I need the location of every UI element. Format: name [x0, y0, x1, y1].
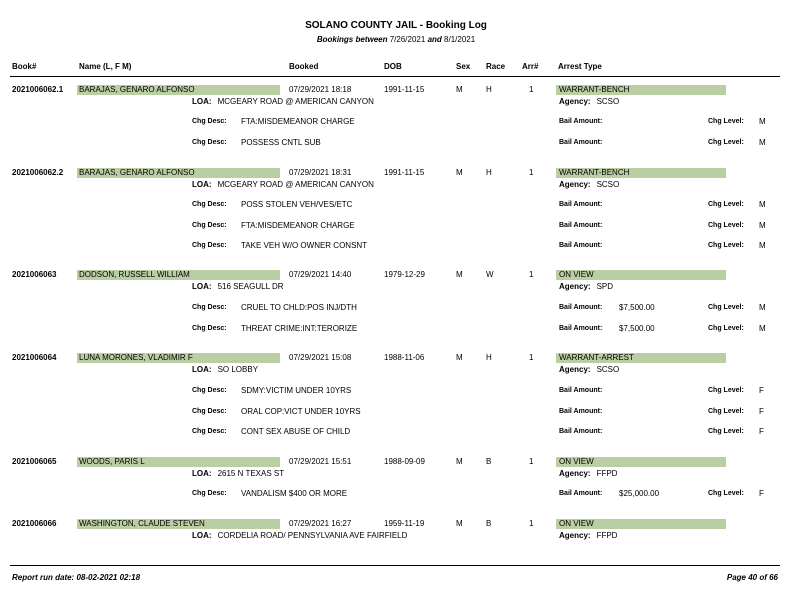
charge-level: M: [759, 117, 766, 126]
arrest-type: ON VIEW: [559, 457, 594, 466]
agency-value: SCSO: [596, 97, 620, 106]
report-title: SOLANO COUNTY JAIL - Booking Log: [305, 20, 487, 31]
bail-amount-label: Bail Amount:: [559, 428, 603, 435]
bail-amount: $7,500.00: [619, 303, 655, 312]
charge-level: F: [759, 386, 764, 395]
booked-datetime: 07/29/2021 15:08: [289, 353, 352, 362]
header-rule: [10, 76, 780, 77]
arrest-type: WARRANT-BENCH: [559, 85, 630, 94]
bail-amount-label: Bail Amount:: [559, 304, 603, 311]
location-of-arrest: [192, 469, 284, 478]
loa-label: LOA:: [192, 531, 212, 540]
agency-value: SPD: [596, 282, 614, 291]
charge-level: M: [759, 200, 766, 209]
chg-desc-label: Chg Desc:: [192, 304, 227, 311]
subtitle-prefix: Bookings between: [316, 35, 388, 44]
inmate-name: LUNA MORONES, VLADIMIR F: [79, 353, 193, 362]
charge-description: POSSESS CNTL SUB: [241, 138, 321, 147]
chg-level-label: Chg Level:: [708, 139, 744, 146]
charge-level: F: [759, 407, 764, 416]
chg-desc-label: Chg Desc:: [192, 387, 227, 394]
col-header-booked: Booked: [289, 62, 319, 71]
bail-amount-label: Bail Amount:: [559, 387, 603, 394]
arrest-number: 1: [529, 457, 534, 466]
charge-description: VANDALISM $400 OR MORE: [241, 489, 348, 498]
agency-label: Agency:: [559, 97, 591, 106]
chg-level-label: Chg Level:: [708, 304, 744, 311]
chg-level-label: Chg Level:: [708, 201, 744, 208]
footer-rule: [10, 565, 780, 566]
agency: [559, 180, 619, 189]
booked-datetime: 07/29/2021 18:18: [289, 85, 352, 94]
col-header-sex: Sex: [456, 62, 471, 71]
agency-value: SCSO: [596, 365, 620, 374]
charge-description: CONT SEX ABUSE OF CHILD: [241, 427, 351, 436]
location-of-arrest: [192, 365, 258, 374]
chg-desc-label: Chg Desc:: [192, 201, 227, 208]
loa-value: MCGEARY ROAD @ AMERICAN CANYON: [217, 180, 374, 189]
arrest-type: ON VIEW: [559, 270, 594, 279]
col-header-dob: DOB: [384, 62, 402, 71]
agency: [559, 531, 617, 540]
booked-datetime: 07/29/2021 18:31: [289, 168, 352, 177]
book-number: 2021006064: [12, 353, 57, 362]
charge-description: SDMY:VICTIM UNDER 10YRS: [241, 386, 352, 395]
arrest-number: 1: [529, 519, 534, 528]
booked-datetime: 07/29/2021 15:51: [289, 457, 352, 466]
charge-level: M: [759, 324, 766, 333]
loa-label: LOA:: [192, 282, 212, 291]
chg-desc-label: Chg Desc:: [192, 325, 227, 332]
loa-value: SO LOBBY: [217, 365, 259, 374]
bail-amount-label: Bail Amount:: [559, 325, 603, 332]
chg-desc-label: Chg Desc:: [192, 139, 227, 146]
inmate-name: BARAJAS, GENARO ALFONSO: [79, 168, 195, 177]
agency-value: SCSO: [596, 180, 620, 189]
chg-desc-label: Chg Desc:: [192, 118, 227, 125]
chg-level-label: Chg Level:: [708, 242, 744, 249]
arrest-type: WARRANT-BENCH: [559, 168, 630, 177]
chg-desc-label: Chg Desc:: [192, 222, 227, 229]
race-value: H: [486, 85, 492, 94]
arrest-number: 1: [529, 168, 534, 177]
chg-level-label: Chg Level:: [708, 222, 744, 229]
chg-level-label: Chg Level:: [708, 325, 744, 332]
page-number: Page 40 of 66: [726, 573, 778, 582]
race-value: B: [486, 457, 492, 466]
location-of-arrest: [192, 180, 374, 189]
charge-level: M: [759, 241, 766, 250]
date-of-birth: 1991-11-15: [384, 85, 425, 94]
chg-desc-label: Chg Desc:: [192, 242, 227, 249]
loa-label: LOA:: [192, 365, 212, 374]
charge-level: M: [759, 221, 766, 230]
charge-description: THREAT CRIME:INT:TERORIZE: [241, 324, 358, 333]
agency: [559, 469, 617, 478]
date-of-birth: 1988-09-09: [384, 457, 425, 466]
arrest-type: WARRANT-ARREST: [559, 353, 634, 362]
agency-value: FFPD: [596, 531, 618, 540]
chg-level-label: Chg Level:: [708, 118, 744, 125]
chg-level-label: Chg Level:: [708, 490, 744, 497]
date-of-birth: 1991-11-15: [384, 168, 425, 177]
bail-amount-label: Bail Amount:: [559, 201, 603, 208]
col-header-name: Name (L, F M): [79, 62, 132, 71]
inmate-name: BARAJAS, GENARO ALFONSO: [79, 85, 195, 94]
sex-value: M: [456, 270, 463, 279]
agency: [559, 365, 619, 374]
sex-value: M: [456, 519, 463, 528]
agency-label: Agency:: [559, 282, 591, 291]
loa-value: CORDELIA ROAD/ PENNSYLVANIA AVE FAIRFIELD: [217, 531, 408, 540]
charge-description: TAKE VEH W/O OWNER CONSNT: [241, 241, 368, 250]
book-number: 2021006062.1: [12, 85, 64, 94]
charge-description: FTA:MISDEMEANOR CHARGE: [241, 117, 355, 126]
charge-level: M: [759, 138, 766, 147]
charge-level: F: [759, 489, 764, 498]
booked-datetime: 07/29/2021 14:40: [289, 270, 352, 279]
arrest-type: ON VIEW: [559, 519, 594, 528]
bail-amount: $25,000.00: [619, 489, 660, 498]
bail-amount: $7,500.00: [619, 324, 655, 333]
agency-label: Agency:: [559, 469, 591, 478]
agency-label: Agency:: [559, 180, 591, 189]
chg-desc-label: Chg Desc:: [192, 428, 227, 435]
agency-label: Agency:: [559, 531, 591, 540]
charge-description: FTA:MISDEMEANOR CHARGE: [241, 221, 355, 230]
col-header-race: Race: [486, 62, 506, 71]
location-of-arrest: [192, 97, 374, 106]
loa-value: 2615 N TEXAS ST: [217, 469, 285, 478]
loa-label: LOA:: [192, 97, 212, 106]
sex-value: M: [456, 457, 463, 466]
bail-amount-label: Bail Amount:: [559, 139, 603, 146]
sex-value: M: [456, 85, 463, 94]
inmate-name: DODSON, RUSSELL WILLIAM: [79, 270, 190, 279]
race-value: B: [486, 519, 492, 528]
arrest-number: 1: [529, 85, 534, 94]
book-number: 2021006063: [12, 270, 57, 279]
date-of-birth: 1959-11-19: [384, 519, 425, 528]
bail-amount-label: Bail Amount:: [559, 242, 603, 249]
book-number: 2021006062.2: [12, 168, 64, 177]
chg-desc-label: Chg Desc:: [192, 408, 227, 415]
end-date: 8/1/2021: [444, 35, 476, 44]
chg-desc-label: Chg Desc:: [192, 490, 227, 497]
loa-value: 516 SEAGULL DR: [217, 282, 284, 291]
book-number: 2021006065: [12, 457, 57, 466]
date-of-birth: 1979-12-29: [384, 270, 425, 279]
loa-value: MCGEARY ROAD @ AMERICAN CANYON: [217, 97, 374, 106]
loa-label: LOA:: [192, 180, 212, 189]
inmate-name: WASHINGTON, CLAUDE STEVEN: [79, 519, 205, 528]
bail-amount-label: Bail Amount:: [559, 490, 603, 497]
charge-level: M: [759, 303, 766, 312]
race-value: W: [486, 270, 494, 279]
location-of-arrest: [192, 282, 284, 291]
agency-label: Agency:: [559, 365, 591, 374]
arrest-number: 1: [529, 270, 534, 279]
inmate-name: WOODS, PARIS L: [79, 457, 145, 466]
charge-level: F: [759, 427, 764, 436]
sex-value: M: [456, 168, 463, 177]
bail-amount-label: Bail Amount:: [559, 408, 603, 415]
col-header-arrest-type: Arrest Type: [558, 62, 602, 71]
report-run-date: Report run date: 08-02-2021 02:18: [12, 573, 141, 582]
charge-description: ORAL COP:VICT UNDER 10YRS: [241, 407, 361, 416]
loa-label: LOA:: [192, 469, 212, 478]
agency: [559, 282, 613, 291]
arrest-number: 1: [529, 353, 534, 362]
book-number: 2021006066: [12, 519, 57, 528]
charge-description: POSS STOLEN VEH/VES/ETC: [241, 200, 353, 209]
bail-amount-label: Bail Amount:: [559, 118, 603, 125]
booked-datetime: 07/29/2021 16:27: [289, 519, 352, 528]
bail-amount-label: Bail Amount:: [559, 222, 603, 229]
col-header-arr: Arr#: [522, 62, 539, 71]
charge-description: CRUEL TO CHLD:POS INJ/DTH: [241, 303, 357, 312]
race-value: H: [486, 168, 492, 177]
sex-value: M: [456, 353, 463, 362]
location-of-arrest: [192, 531, 407, 540]
date-of-birth: 1988-11-06: [384, 353, 425, 362]
start-date: 7/26/2021: [389, 35, 426, 44]
chg-level-label: Chg Level:: [708, 408, 744, 415]
report-subtitle: [0, 35, 792, 44]
race-value: H: [486, 353, 492, 362]
col-header-book: Book#: [12, 62, 37, 71]
chg-level-label: Chg Level:: [708, 428, 744, 435]
chg-level-label: Chg Level:: [708, 387, 744, 394]
agency-value: FFPD: [596, 469, 618, 478]
subtitle-and: and: [427, 35, 442, 44]
agency: [559, 97, 619, 106]
